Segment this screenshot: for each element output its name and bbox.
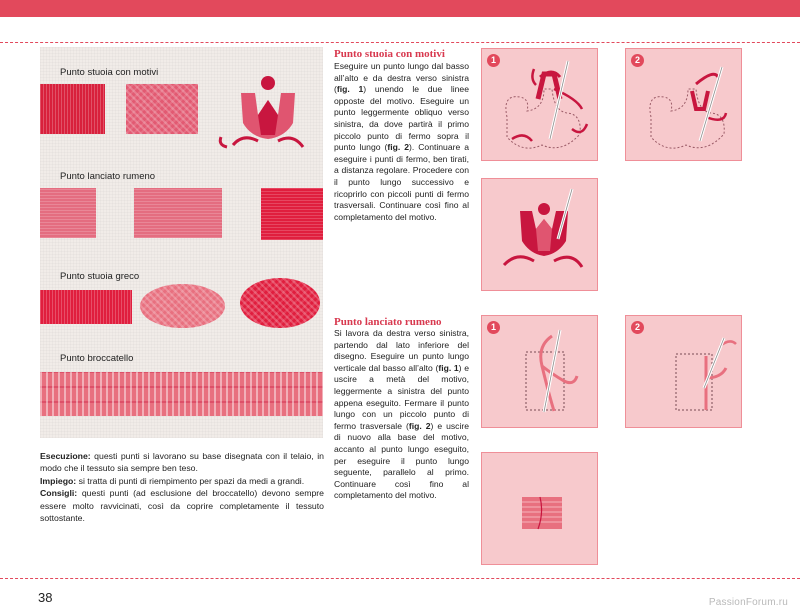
header-bar	[0, 0, 800, 17]
sample-rumeno-3	[261, 188, 323, 240]
sample-stuoia-1	[40, 84, 105, 134]
sample-rumeno-2	[134, 188, 222, 238]
sample-broccatello-band	[40, 372, 323, 416]
watermark: PassionForum.ru	[708, 597, 788, 608]
photo-label-broccatello: Punto broccatello	[60, 353, 134, 364]
finished-block-illustration	[482, 453, 599, 566]
page-number: 38	[38, 590, 53, 605]
diagram-rumeno-fig2	[625, 315, 742, 428]
diagram-stuoia-fig2	[625, 48, 742, 161]
finished-tulip-illustration	[482, 179, 599, 292]
sample-tulip-motif	[213, 75, 313, 160]
sample-stuoia-2	[126, 84, 198, 134]
needle-thread-illustration	[482, 49, 599, 162]
info-impiego: Impiego: si tratta di punti di riempimento per spazi da medi a grandi.	[40, 475, 305, 486]
section-body-rumeno: Si lavora da destra verso sinistra, partendo dal lato inferiore del disegno. Eseguire un punto lungo verticale dal basso all’alto (fig. 1) e uscire a metà del motivo, leggermente a sinistra del punto appena eseguito. Fermare il punto lungo con un piccolo punto di fermo trasversale (fig. 2) e uscire di nuovo alla base del motivo, accanto al punto lungo eseguito, per eseguire il punto lungo seguente, parallelo al primo. Continuare così fino al completamento del motivo.	[334, 328, 470, 501]
info-consigli: Consigli: questi punti (ad esclusione del broccatello) devono sempre essere molto ravvicinati, così da coprire completamente il tessuto sottostante.	[40, 488, 324, 524]
info-esecuzione: Esecuzione: questi punti si lavorano su base disegnata con il telaio, in modo che il tessuto sia sempre ben teso.	[40, 451, 324, 474]
sample-greco-leaf-2	[240, 278, 320, 328]
diagram-stuoia-finished	[481, 178, 598, 291]
photo-label-stuoia-greco: Punto stuoia greco	[60, 271, 140, 282]
diagram-rumeno-finished	[481, 452, 598, 565]
fig-number-badge: 2	[631, 321, 644, 334]
sample-greco-leaf-1	[140, 284, 225, 328]
info-text	[40, 450, 324, 524]
fig-number-badge: 2	[631, 54, 644, 67]
footer-divider	[0, 578, 800, 579]
needle-thread-illustration	[482, 316, 599, 429]
needle-thread-illustration	[626, 316, 743, 429]
fig-number-badge: 1	[487, 321, 500, 334]
diagram-rumeno-fig1	[481, 315, 598, 428]
needle-thread-illustration	[626, 49, 743, 162]
section-title-rumeno: Punto lanciato rumeno	[334, 316, 442, 328]
sample-greco-band	[40, 290, 132, 324]
fig-number-badge: 1	[487, 54, 500, 67]
photo-label-lanciato-rumeno: Punto lanciato rumeno	[60, 171, 156, 182]
photo-label-stuoia-motivi: Punto stuoia con motivi	[60, 67, 159, 78]
sample-rumeno-1	[40, 188, 96, 238]
embroidery-photo	[40, 47, 323, 438]
diagram-stuoia-fig1	[481, 48, 598, 161]
section-body-stuoia: Eseguire un punto lungo dal basso all’alto e da destra verso sinistra (fig. 1) unendo le due linee opposte del motivo. Eseguire un punto leggermente obliquo verso sinistra, da dove partirà il primo piccolo punto di fermo sopra il punto lungo (fig. 2). Continuare a eseguire i punti di fermo, ben tirati, a distanza regolare. Procedere con il punto lungo successivo e ricoprirlo con piccoli punti di fermo trasversali. Continuare così fino al completamento del motivo.	[334, 61, 469, 222]
section-title-stuoia: Punto stuoia con motivi	[334, 48, 445, 60]
header-divider	[0, 42, 800, 43]
